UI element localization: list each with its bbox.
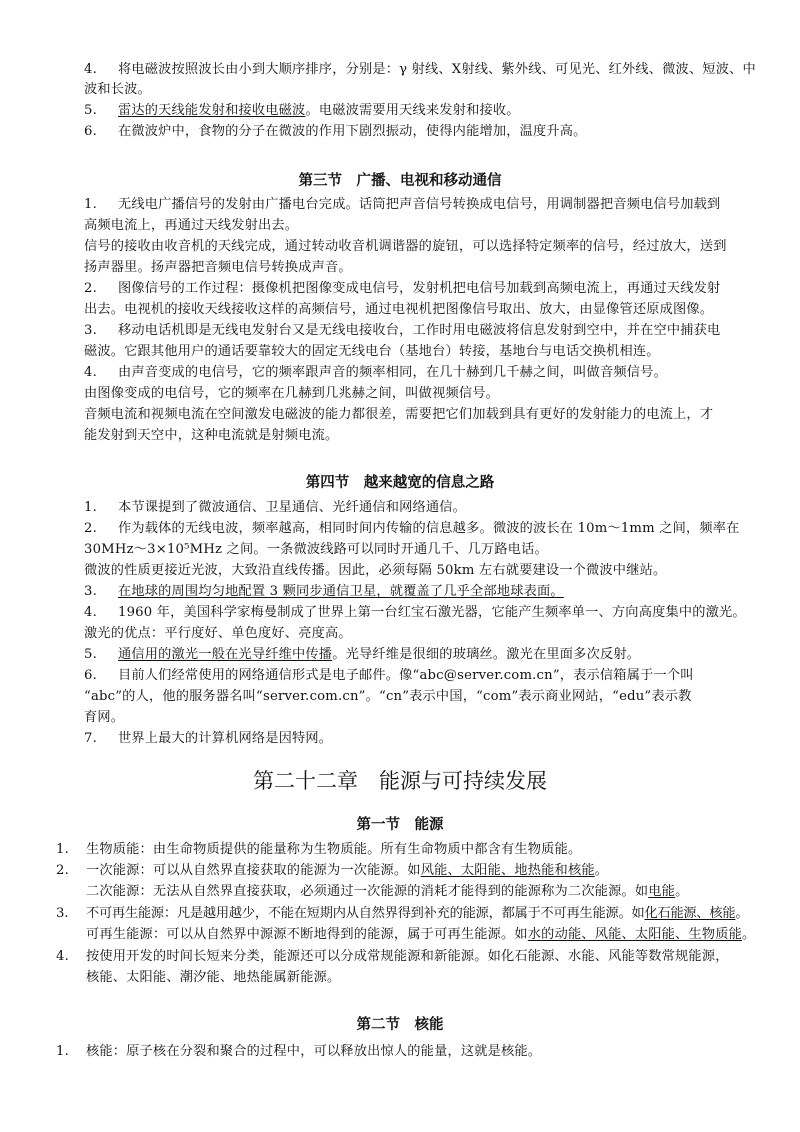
s3-para-cont: 能发射到天空中，这种电流就是射频电流。 xyxy=(84,428,339,443)
s4-item-7: 7. 世界上最大的计算机网络是因特网。 xyxy=(84,731,333,746)
s3-para-cont: 扬声器里。扬声器把音频电信号转换成声音。 xyxy=(84,260,352,275)
chapter-title: 第二十二章 能源与可持续发展 xyxy=(253,769,547,793)
e1-item-3: 3. 不可再生能源：凡是越用越少，不能在短期内从自然界得到补充的能源，都属于不可再生能源。如化石能源、核能。 xyxy=(56,906,749,921)
section-title: 第二节 核能 xyxy=(356,1016,444,1033)
s3-item-1-cont: 高频电流上，再通过天线发射出去。 xyxy=(84,218,299,233)
e1-item-2: 2. 一次能源：可以从自然界直接获取的能源为一次能源。如风能、太阳能、地热能和核能。 xyxy=(56,863,609,878)
underlined-text: 通信用的激光一般在光导纤维中传播 xyxy=(118,647,333,662)
e1-item-4: 4. 按使用开发的时间长短来分类，能源还可以分成常规能源和新能源。如化石能源、水能、风能等数常规能源， xyxy=(56,949,729,964)
underlined-text: 雷达的天线能发射和接收电磁波 xyxy=(118,103,306,118)
s3-para: 音频电流和视频电流在空间激发电磁波的能力都很差，需要把它们加载到具有更好的发射能力的电流上，才 xyxy=(84,407,714,422)
s4-item-5: 5. 通信用的激光一般在光导纤维中传播。光导纤维是很细的玻璃丝。激光在里面多次反射。 xyxy=(84,647,641,662)
s3-item-1: 1. 无线电广播信号的发射由广播电台完成。话筒把声音信号转换成电信号，用调制器把音频电信号加载到 xyxy=(84,197,721,212)
section-title: 第四节 越来越宽的信息之路 xyxy=(305,474,495,491)
s4-item-6: 6. 目前人们经常使用的网络通信形式是电子邮件。像“abc@server.com.cn”，表示信箱属于一个叫 xyxy=(84,668,694,683)
underlined-text: 电能 xyxy=(648,884,676,899)
s3-item-3: 3. 移动电话机即是无线电发射台又是无线电接收台，工作时用电磁波将信息发射到空中，并在空中捕获电 xyxy=(84,323,721,338)
s3-item-3-cont: 磁波。它跟其他用户的通话要靠较大的固定无线电台（基地台）转接，基地台与电话交换机相连。 xyxy=(84,344,660,359)
s3-item-4: 4. 由声音变成的电信号，它的频率跟声音的频率相同，在几十赫到几千赫之间，叫做音频信号。 xyxy=(84,365,667,380)
e1-item-2-secondary: 二次能源：无法从自然界直接获取，必须通过一次能源的消耗才能得到的能源称为二次能源。如电能。 xyxy=(86,884,689,899)
s4-item-6-cont: 育网。 xyxy=(84,710,125,725)
s4-item-3: 3. 在地球的周围均匀地配置 3 颗同步通信卫星，就覆盖了几乎全部地球表面。 xyxy=(84,584,564,599)
underlined-text: 水的动能、风能、太阳能、生物质能 xyxy=(527,927,742,942)
e1-item-1: 1. 生物质能：由生命物质提供的能量称为生物质能。所有生命物质中都含有生物质能。 xyxy=(56,842,582,857)
s4-item-1: 1. 本节课提到了微波通信、卫星通信、光纤通信和网络通信。 xyxy=(84,500,467,515)
e2-item-1: 1. 核能：原子核在分裂和聚合的过程中，可以释放出惊人的能量，这就是核能。 xyxy=(56,1044,542,1059)
e1-item-4-cont: 核能、太阳能、潮汐能、地热能属新能源。 xyxy=(86,970,341,985)
s4-para: 激光的优点：平行度好、单色度好、亮度高。 xyxy=(84,626,352,641)
s3-item-2-cont: 出去。电视机的接收天线接收这样的高频信号，通过电视机把图像信号取出、放大，由显像管还原成图像。 xyxy=(84,302,714,317)
underlined-text: 在地球的周围均匀地配置 3 颗同步通信卫星，就覆盖了几乎全部地球表面。 xyxy=(118,584,564,599)
section-title: 第一节 能源 xyxy=(356,816,444,833)
item-6: 6. 在微波炉中，食物的分子在微波的作用下剧烈振动，使得内能增加，温度升高。 xyxy=(84,124,587,139)
underlined-text: 化石能源、核能 xyxy=(644,906,736,921)
s3-para: 信号的接收由收音机的天线完成，通过转动收音机调谐器的旋钮，可以选择特定频率的信号，经过放大，送到 xyxy=(84,239,727,254)
item-4: 4. 将电磁波按照波长由小到大顺序排序，分别是：γ 射线、X射线、紫外线、可见光、红外线、微波、短波、中 xyxy=(84,62,756,77)
s3-item-2: 2. 图像信号的工作过程：摄像机把图像变成电信号，发射机把电信号加载到高频电流上，再通过天线发射 xyxy=(84,281,721,296)
s4-item-4: 4. 1960 年，美国科学家梅曼制成了世界上第一台红宝石激光器，它能产生频率单一、方向高度集中的激光。 xyxy=(84,605,746,620)
s3-para: 由图像变成的电信号，它的频率在几赫到几兆赫之间，叫做视频信号。 xyxy=(84,386,500,401)
s4-item-2-cont: 30MHz～3×10⁵MHz 之间。一条微波线路可以同时开通几千、几万路电话。 xyxy=(84,542,548,557)
s4-item-2: 2. 作为载体的无线电波，频率越高，相同时间内传输的信息越多。微波的波长在 10m～1mm 之间，频率在 xyxy=(84,521,740,536)
e1-item-3-secondary: 可再生能源：可以从自然界中源源不断地得到的能源，属于可再生能源。如水的动能、风能、太阳能、生物质能。 xyxy=(86,927,756,942)
item-4-cont: 波和长波。 xyxy=(84,82,151,97)
s4-item-6-cont: “abc”的人，他的服务器名叫“server.com.cn”。“cn”表示中国，“com”表示商业网站，“edu”表示教 xyxy=(84,689,692,704)
section-title: 第三节 广播、电视和移动通信 xyxy=(298,172,502,189)
underlined-text: 风能、太阳能、地热能和核能 xyxy=(420,863,595,878)
s4-para: 微波的性质更接近光波，大致沿直线传播。因此，必须每隔 50km 左右就要建设一个微波中继站。 xyxy=(84,563,667,578)
item-5: 5. 雷达的天线能发射和接收电磁波。电磁波需要用天线来发射和接收。 xyxy=(84,103,520,118)
